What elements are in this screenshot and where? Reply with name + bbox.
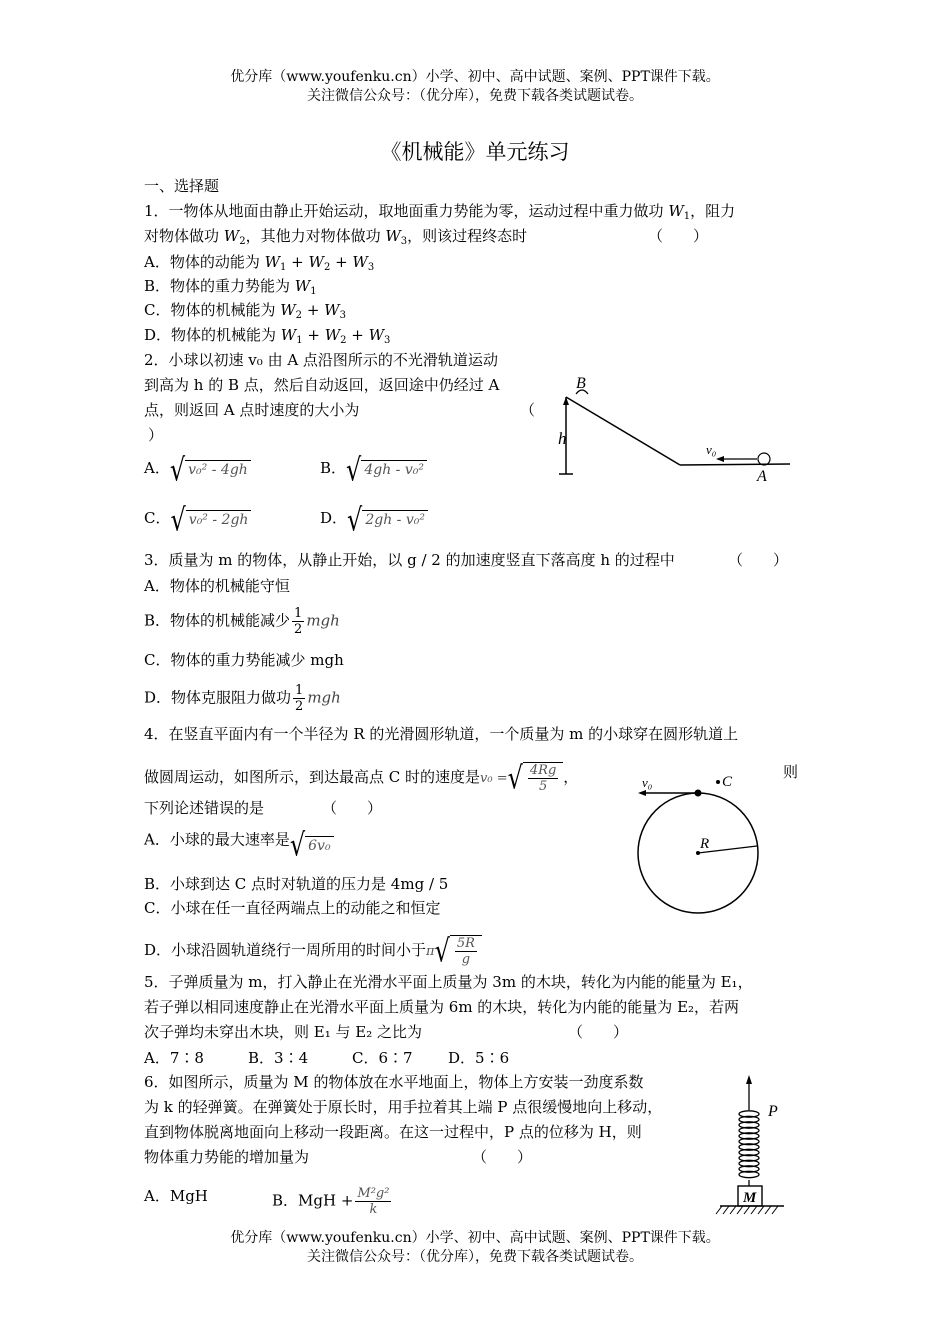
q2-stem-line1: 2．小球以初速 v₀ 由 A 点沿图所示的不光滑轨道运动 <box>144 351 498 369</box>
page-title: 《机械能》单元练习 <box>380 140 570 164</box>
q2-option-c: C．√ v₀² - 2gh <box>144 508 251 530</box>
q6-stem-line1: 6．如图所示，质量为 M 的物体放在水平地面上，物体上方安装一劲度系数 <box>144 1073 644 1091</box>
q2-ground <box>680 464 790 465</box>
q4-then: 则 <box>783 763 799 781</box>
q2-option-d-expr: 2gh - v₀² <box>362 510 428 529</box>
q3-stem: 3．质量为 m 的物体，从静止开始，以 g / 2 的加速度竖直下落高度 h 的过程中 <box>144 551 675 569</box>
q6-label-P: P <box>768 1103 778 1120</box>
q6-stem-line2: 为 k 的轻弹簧。在弹簧处于原长时，用手拉着其上端 P 点很缓慢地向上移动， <box>144 1098 663 1116</box>
q5-stem-line2: 若子弹以相同速度静止在光滑水平面上质量为 6m 的木块，转化为内能的能量为 E₂，若两 <box>144 998 740 1016</box>
q1-option-a: A．物体的动能为 $W_1 + W_2 + W_3$ <box>144 253 375 273</box>
q3-answer-paren: （ ） <box>728 551 789 569</box>
ground-hatch <box>758 1206 764 1214</box>
q2-option-a-expr: v₀² - 4gh <box>185 460 251 479</box>
ground-hatch <box>716 1206 722 1214</box>
q2-option-c-expr: v₀² - 2gh <box>186 510 252 529</box>
q5-option-c: C．6∶7 <box>352 1049 413 1067</box>
ground-hatch <box>723 1206 729 1214</box>
section-heading: 一、选择题 <box>144 177 220 195</box>
q3-option-d: D．物体克服阻力做功 $\frac{1}{2}$ mgh <box>144 683 341 714</box>
q6-spring <box>739 1111 759 1178</box>
q5-stem-line3: 次子弹均未穿出木块，则 E₁ 与 E₂ 之比为 <box>144 1023 422 1041</box>
q4-stem-line3: 下列论述错误的是 <box>144 799 265 817</box>
q2-paren-open: （ <box>520 401 536 419</box>
ground-hatch <box>751 1206 757 1214</box>
q5-answer-paren: （ ） <box>568 1023 629 1041</box>
q1-option-c: C．物体的机械能为 $W_2 + W_3$ <box>144 301 346 321</box>
q4-answer-paren: （ ） <box>322 799 383 817</box>
q4-label-R: R <box>700 836 710 852</box>
header-line-2: 关注微信公众号：（优分库），免费下载各类试题试卷。 <box>307 88 643 104</box>
q1-stem-line2: 对物体做功 $W_2$，其他力对物体做功 $W_3$，则该过程终态时 <box>144 227 528 247</box>
q3-option-a: A．物体的机械能守恒 <box>144 577 290 595</box>
q5-stem-line1: 5．子弹质量为 m，打入静止在光滑水平面上质量为 3m 的木块，转化为内能的能量为 E₁， <box>144 973 753 991</box>
q4-option-d: D．小球沿圆轨道绕行一周所用的时间小于π√ $\frac{5R}{g}$ <box>144 935 482 967</box>
q4-option-c: C．小球在任一直径两端点上的动能之和恒定 <box>144 899 441 917</box>
q5-option-d: D．5∶6 <box>448 1049 510 1067</box>
q2-label-v0: v₀ <box>706 442 717 457</box>
q2-option-d: D．√ 2gh - v₀² <box>320 508 428 530</box>
q3-option-b: B．物体的机械能减少 $\frac{1}{2}$ mgh <box>144 606 340 637</box>
q6-label-M: M <box>743 1190 757 1206</box>
q2-option-a: A．√ v₀² - 4gh <box>144 458 251 480</box>
q6-stem-line4: 物体重力势能的增加量为 <box>144 1148 310 1166</box>
q3-option-c: C．物体的重力势能减少 mgh <box>144 651 344 669</box>
q1-answer-paren: （ ） <box>648 227 709 245</box>
q2-option-b: B．√ 4gh - v₀² <box>320 458 427 480</box>
q6-answer-paren: （ ） <box>472 1148 533 1166</box>
q2-stem-line2: 到高为 h 的 B 点，然后自动返回，返回途中仍经过 A <box>144 376 500 394</box>
q2-paren-close: ） <box>148 426 164 444</box>
footer-line-2: 关注微信公众号：（优分库），免费下载各类试题试卷。 <box>307 1249 643 1265</box>
q4-option-b: B．小球到达 C 点时对轨道的压力是 4mg / 5 <box>144 875 449 893</box>
q2-stem-line3: 点，则返回 A 点时速度的大小为 <box>144 401 360 419</box>
q4-stem-line1: 4．在竖直平面内有一个半径为 R 的光滑圆形轨道，一个质量为 m 的小球穿在圆形轨道上 <box>144 725 739 743</box>
q4-option-a: A．小球的最大速率是√ 6v₀ <box>144 826 334 855</box>
q1-option-b: B．物体的重力势能为 $W_1$ <box>144 277 317 297</box>
ground-hatch <box>765 1206 771 1214</box>
footer-line-1: 优分库（www.youfenku.cn）小学、初中、高中试题、案例、PPT课件下载。 <box>230 1230 720 1246</box>
q4-stem-line2: 做圆周运动，如图所示，到达最高点 C 时的速度是v₀ =√ $\frac{4Rg}{5}$ ， <box>144 759 579 797</box>
q2-slope <box>566 397 680 465</box>
header-line-1: 优分库（www.youfenku.cn）小学、初中、高中试题、案例、PPT课件下载。 <box>230 69 720 85</box>
q4-circle-figure <box>630 770 780 920</box>
ground-hatch <box>772 1206 778 1214</box>
q4-label-v0: v₀ <box>642 775 653 790</box>
q2-ball <box>758 453 770 465</box>
q1-option-d: D．物体的机械能为 $W_1 + W_2 + W_3$ <box>144 326 391 346</box>
q5-option-a: A．7∶8 <box>144 1049 204 1067</box>
q2-option-b-expr: 4gh - v₀² <box>361 460 427 479</box>
q6-spring-figure <box>712 1072 802 1222</box>
q2-label-B: B <box>576 375 586 392</box>
q4-label-C: C <box>722 774 733 790</box>
q5-option-b: B．3∶4 <box>248 1049 309 1067</box>
q6-option-a: A．MgH <box>144 1187 208 1205</box>
q2-track-figure <box>550 372 800 484</box>
q1-stem-line1: 1．一物体从地面由静止开始运动，取地面重力势能为零，运动过程中重力做功 $W_1$，阻力 <box>144 202 736 222</box>
q6-stem-line3: 直到物体脱离地面向上移动一段距离。在这一过程中，P 点的位移为 H，则 <box>144 1123 642 1141</box>
ground-hatch <box>730 1206 736 1214</box>
ground-hatch <box>744 1206 750 1214</box>
ground-hatch <box>737 1206 743 1214</box>
q2-label-h: h <box>558 429 567 448</box>
q2-label-A: A <box>757 468 767 485</box>
q6-option-b: B．MgH + $\frac{\text{M²g²}}{k}$ <box>272 1186 390 1217</box>
